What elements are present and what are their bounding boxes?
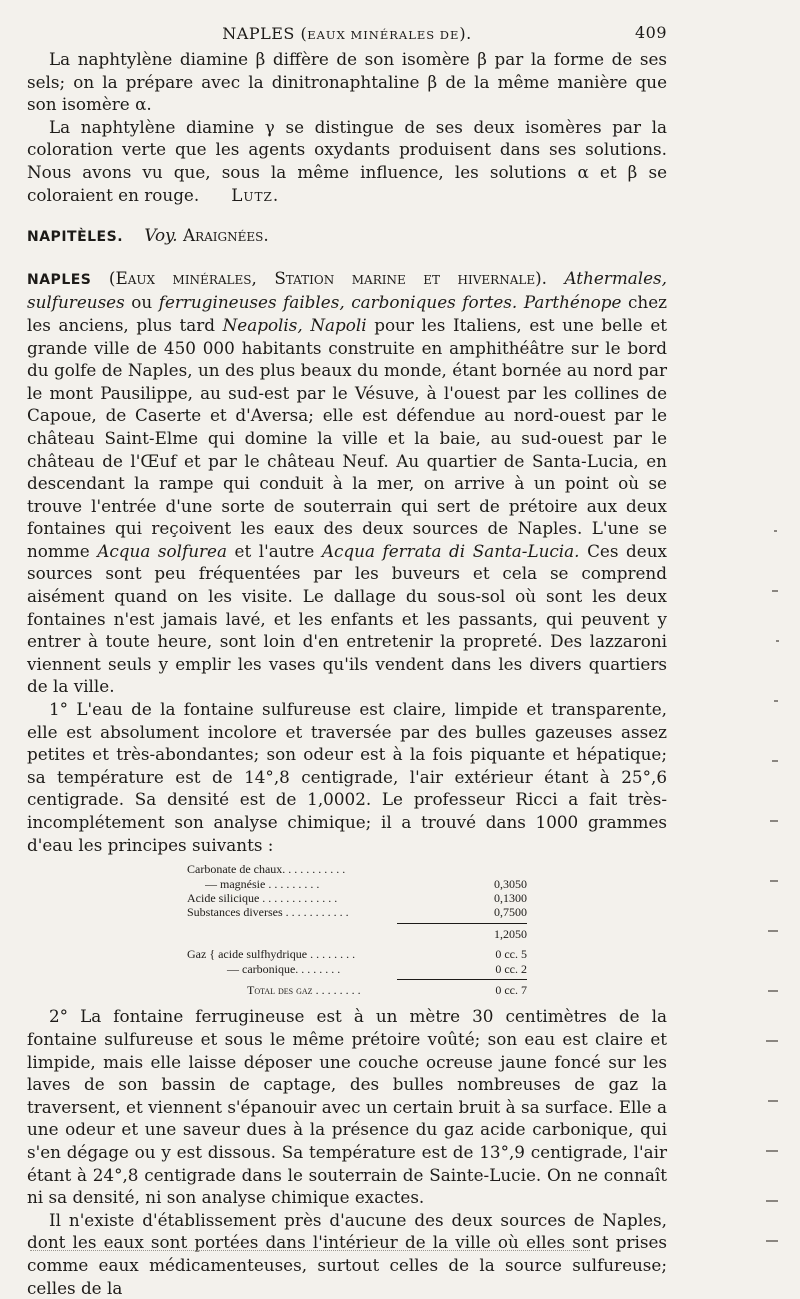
paragraph-establishment: Il n'existe d'établissement près d'aucune des deux sources de Naples, dont les eaux sont portées dans l'intérieur de la ville où elles sont prises comme eaux médicamenteuses, surtout celles de la source sulfureuse; celles de la xyxy=(27,1209,667,1298)
table-rule xyxy=(397,923,527,924)
entry-naples: NAPLES (Eaux minérales, Station marine et hivernale). Athermales, sulfureuses ou ferrugineuses faibles, carboniques fortes. Parthénope chez les anciens, plus tard Neapolis, Napoli pour les Italiens, est une belle et grande ville de 450 000 habitants construite en amphithéâtre sur le bord du golfe de Naples, un des plus beaux du monde, étant bornée au nord par le mont Pausilippe, au sud-est par le Vésuve, à l'ouest par les collines de Capoue, de Caserte et d'Aversa; elle est défendue au nord-ouest par le château Saint-Elme qui domine la ville et la baie, au sud-ouest par le château de l'Œuf et par le château Neuf. Au quartier de Santa-Lucia, en descendant la rampe qui conduit à la mer, on arrive à un point où se trouve l'entrée d'une sorte de souterrain qui sert de prétoire aux deux fontaines qui reçoivent les eaux des deux sources de Naples. L'une se nomme Acqua solfurea et l'autre Acqua ferrata di Santa-Lucia. Ces deux sources sont peu fréquentées par les buveurs et cela se comprend aisément quand on les visite. Le dallage du sous-sol où sont les deux fontaines n'est jamais lavé, et les enfants et les passants, qui peuvent y entrer à toute heure, sont loin d'en entretenir la propreté. Des lazzaroni viennent seuls y emplir les vases qu'ils vendent dans les divers quartiers de la ville. xyxy=(27,267,667,697)
table-row: Substances diverses . . . . . . . . . . . 0,7500 xyxy=(187,905,527,920)
table-rule xyxy=(397,979,527,980)
table-row: Acide silicique . . . . . . . . . . . . . 0,1300 xyxy=(187,891,527,905)
paragraph-gamma: La naphtylène diamine γ se distingue de ses deux isomères par la coloration verte que les agents oxydants produisent dans ses solutions. Nous avons vu que, sous la même influence, les solutions α et β se coloraient en rouge. Lutz. xyxy=(27,116,667,205)
paragraph-ferrugineuse: 2° La fontaine ferrugineuse est à un mètre 30 centimètres de la fontaine sulfureuse et sous le même prétoire voûté; son eau est claire et limpide, mais elle laisse déposer une couche ocreuse jaune foncé sur les laves de son bassin de captage, des bulles nombreuses de gaz la traversent, et viennent s'épanouir avec un certain bruit à sa surface. Elle a une odeur et une saveur dues à la présence du gaz acide carbonique, qui s'en dégage ou y est dissous. Sa température est de 13°,9 centigrade, l'air étant à 24°,8 centigrade dans le souterrain de Sainte-Lucie. On ne connaît ni sa densité, ni son analyse chimique exactes. xyxy=(27,1006,667,1208)
entry-napiteles: NAPITÈLES. Voy. Araignées. xyxy=(27,225,269,246)
table-total-gaz-row: Total des gaz . . . . . . . . 0 cc. 7 xyxy=(247,983,527,998)
paragraph-sulfureuse: 1° L'eau de la fontaine sulfureuse est claire, limpide et transparente, elle est absolument incolore et traversée par des bulles gazeuses assez petites et très-abondantes; son odeur est à la fois piquante et hépatique; sa température est de 14°,8 centigrade, l'air extérieur étant à 25°,6 centigrade. Sa densité est de 1,0002. Le professeur Ricci a fait très-incomplétement son analyse chimique; il a trouvé dans 1000 grammes d'eau les principes suivants : xyxy=(27,699,667,855)
table-row: Carbonate de chaux. . . . . . . . . . . xyxy=(187,862,346,877)
table-row-gaz: — carbonique. . . . . . . . 0 cc. 2 xyxy=(227,961,527,976)
running-header xyxy=(27,22,667,48)
margin-scan-marks xyxy=(754,500,784,1260)
table-total-row: 1,2050 xyxy=(494,926,527,941)
analysis-table xyxy=(187,862,527,997)
author-signature: Lutz. xyxy=(231,184,280,205)
running-title: NAPLES (EAUX MINÉRALES DE). xyxy=(222,24,472,43)
paragraph-beta: La naphtylène diamine β diffère de son isomère β par la forme de ses sels; on la prépare avec la dinitronaphtaline β de la même manière que son isomère α. xyxy=(27,49,667,115)
table-row-gaz: Gaz { acide sulfhydrique . . . . . . . . 0 cc. 5 xyxy=(187,947,527,962)
table-row: — magnésie . . . . . . . . . 0,3050 xyxy=(205,876,527,891)
bottom-scan-line xyxy=(30,1250,590,1251)
page xyxy=(27,22,667,1299)
page-number: 409 xyxy=(634,23,667,42)
